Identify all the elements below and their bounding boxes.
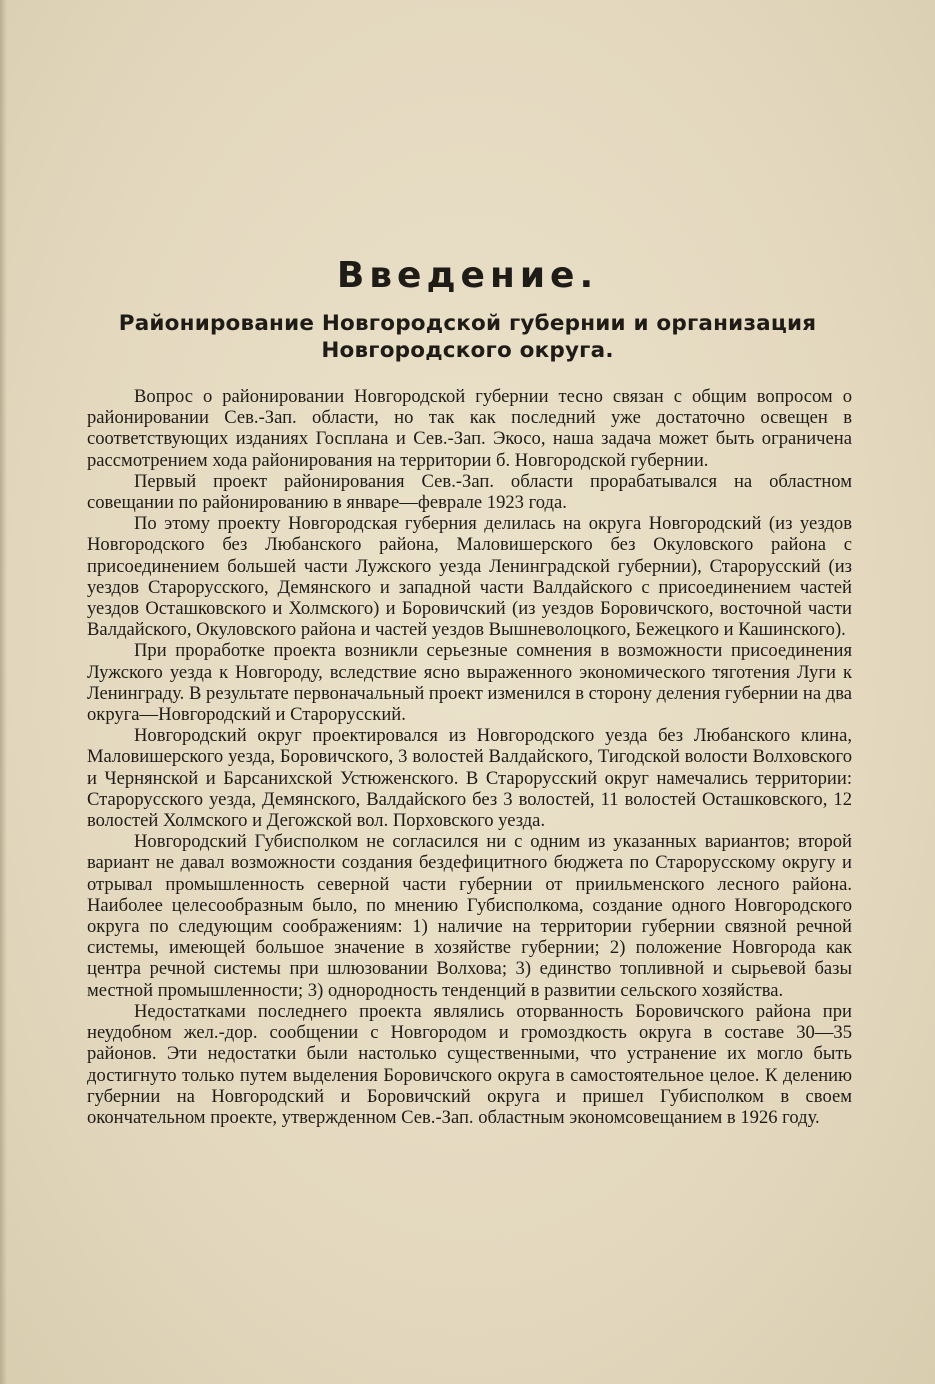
page-edge-shadow <box>0 0 7 1384</box>
page-title: Введение. <box>336 255 599 296</box>
paragraph-1: Вопрос о районировании Новгородской губернии тесно связан с общим вопросом о районировании Сев.-Зап. области, но так как последний уже достаточно освещен в соответствующих изданиях Госплана и Сев.-Зап. Экосо, наша задача может быть ограничена рассмотрением хода районирования на территории б. Новгородской губернии. <box>87 386 852 471</box>
paragraph-3: По этому проекту Новгородская губерния делилась на округа Новгородский (из уездов Новгородского без Любанского района, Маловишерского без Окуловского района с присоединением большей части Лужского уезда Ленинградской губернии), Старорусский (из уездов Старорусского, Демянского и западной части Валдайского с присоединением частей уездов Осташковского и Холмского) и Боровичский (из уездов Боровичского, восточной части Валдайского, Окуловского района и частей уездов Вышневолоцкого, Бежецкого и Кашинского). <box>87 513 852 641</box>
paragraph-5: Новгородский округ проектировался из Новгородского уезда без Любанского клина, Маловишерского уезда, Боровичского, 3 волостей Валдайского, Тигодской волости Волховского и Чернянской и Барсанихской Устюженского. В Старорусский округ намечались территории: Старорусского уезда, Демянского, Валдайского без 3 волостей, 11 волостей Осташковского, 12 волостей Холмского и Дегожской вол. Порховского уезда. <box>87 725 852 832</box>
subtitle-line-1: Районирование Новгородской губернии и организация <box>118 311 817 336</box>
paragraph-4: При проработке проекта возникли серьезные сомнения в возможности присоединения Лужского уезда к Новгороду, вследствие ясно выраженного экономического тяготения Луги к Ленинграду. В результате первоначальный проект изменился в сторону деления губернии на два округа—Новгородский и Старорусский. <box>87 640 852 726</box>
paragraph-6: Новгородский Губисполком не согласился ни с одним из указанных вариантов; второй вариант не давал возможности создания бездефицитного бюджета по Старорусскому округу и отрывал промышленность северной части губернии от приильменского лесного района. Наиболее целесообразным было, по мнению Губисполкома, создание одного Новгородского округа по следующим соображениям: 1) наличие на территории губернии связной речной системы, имеющей большое значение в хозяйстве губернии; 2) положение Новгорода как центра речной системы при шлюзовании Волхова; 3) единство топливной и сырьевой базы местной промышленности; 3) однородность тенденций в развитии сельского хозяйства. <box>87 831 852 1001</box>
subtitle-line-2: Новгородского округа. <box>321 338 614 363</box>
paragraph-7: Недостатками последнего проекта являлись оторванность Боровичского района при неудобном жел.-дор. сообщении с Новгородом и громоздкость округа в составе 30—35 районов. Эти недостатки были настолько существенными, что устранение их могло быть достигнуто только путем выделения Боровичского округа в самостоятельное целое. К делению губернии на Новгородский и Боровичский округа и пришел Губисполком в своем окончательном проекте, утвержденном Сев.-Зап. областным экономсовещанием в 1926 году. <box>87 1000 852 1128</box>
body-text <box>87 386 852 1128</box>
paragraph-2: Первый проект районирования Сев.-Зап. области прорабатывался на областном совещании по районированию в январе—феврале 1923 года. <box>87 470 852 514</box>
page-subtitle <box>0 310 935 364</box>
